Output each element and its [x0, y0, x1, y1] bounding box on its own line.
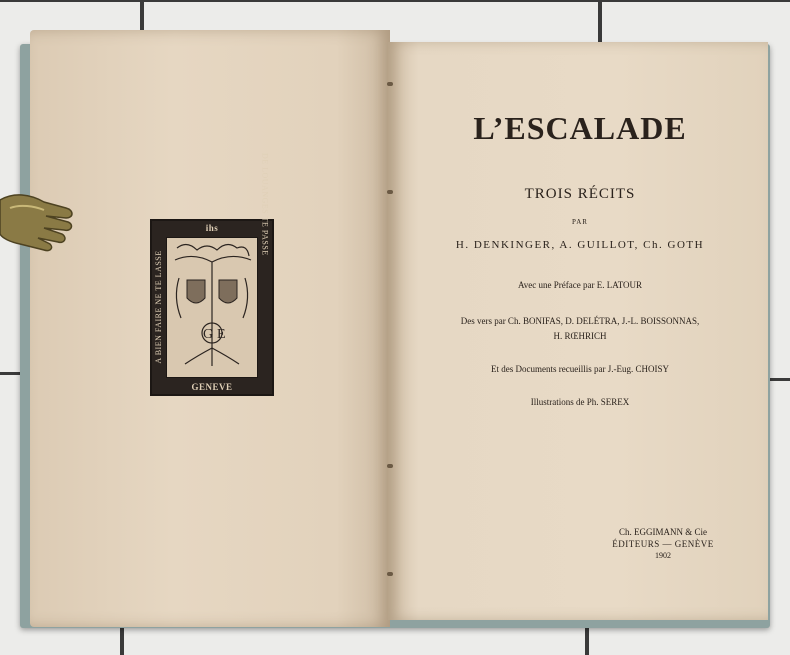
tree-and-shields-emblem	[167, 238, 257, 377]
preface-line: Avec une Préface par E. LATOUR	[517, 280, 643, 290]
bookplate-top-text: ihs	[205, 223, 219, 233]
illustrations-line: Illustrations de Ph. SEREX	[530, 397, 630, 407]
tile-grout	[120, 628, 124, 655]
tile-grout	[770, 378, 790, 381]
tile-grout	[598, 0, 602, 42]
book-title: L’ESCALADE	[473, 110, 687, 146]
verses-line-1: Des vers par Ch. BONIFAS, D. DELÉTRA, J.-L. BOISSONNAS,	[460, 316, 700, 326]
bookplate-bottom-text: GENEVE	[191, 382, 233, 392]
tile-grout	[0, 372, 20, 375]
bookplate-emblem	[166, 237, 258, 378]
authors-line: H. DENKINGER, A. GUILLOT, Ch. GOTH	[455, 239, 705, 251]
tile-grout	[0, 0, 790, 2]
bookplate-motto-right: DE LOUANGES TE PASSE	[261, 152, 270, 256]
verses-line-2: H. RŒHRICH	[553, 331, 607, 341]
tile-grout	[585, 628, 589, 655]
binding-thread	[387, 190, 393, 194]
binding-thread	[387, 82, 393, 86]
svg-text:G: G	[203, 327, 214, 342]
par-label: PAR	[572, 218, 588, 226]
brass-hand-bookmark	[0, 188, 74, 258]
publication-year: 1902	[655, 551, 671, 560]
svg-text:E: E	[217, 327, 226, 342]
binding-thread	[387, 572, 393, 576]
publisher-name: Ch. EGGIMANN & Cie	[619, 527, 707, 537]
documents-line: Et des Documents recueillis par J.-Eug. CHOISY	[491, 364, 669, 374]
binding-thread	[387, 464, 393, 468]
bookplate	[150, 152, 274, 396]
book-subtitle: TROIS RÉCITS	[524, 186, 636, 202]
publisher-place: ÉDITEURS — GENÈVE	[612, 539, 714, 549]
bookplate-motto-left: A BIEN FAIRE NE TE LASSE	[154, 250, 163, 364]
